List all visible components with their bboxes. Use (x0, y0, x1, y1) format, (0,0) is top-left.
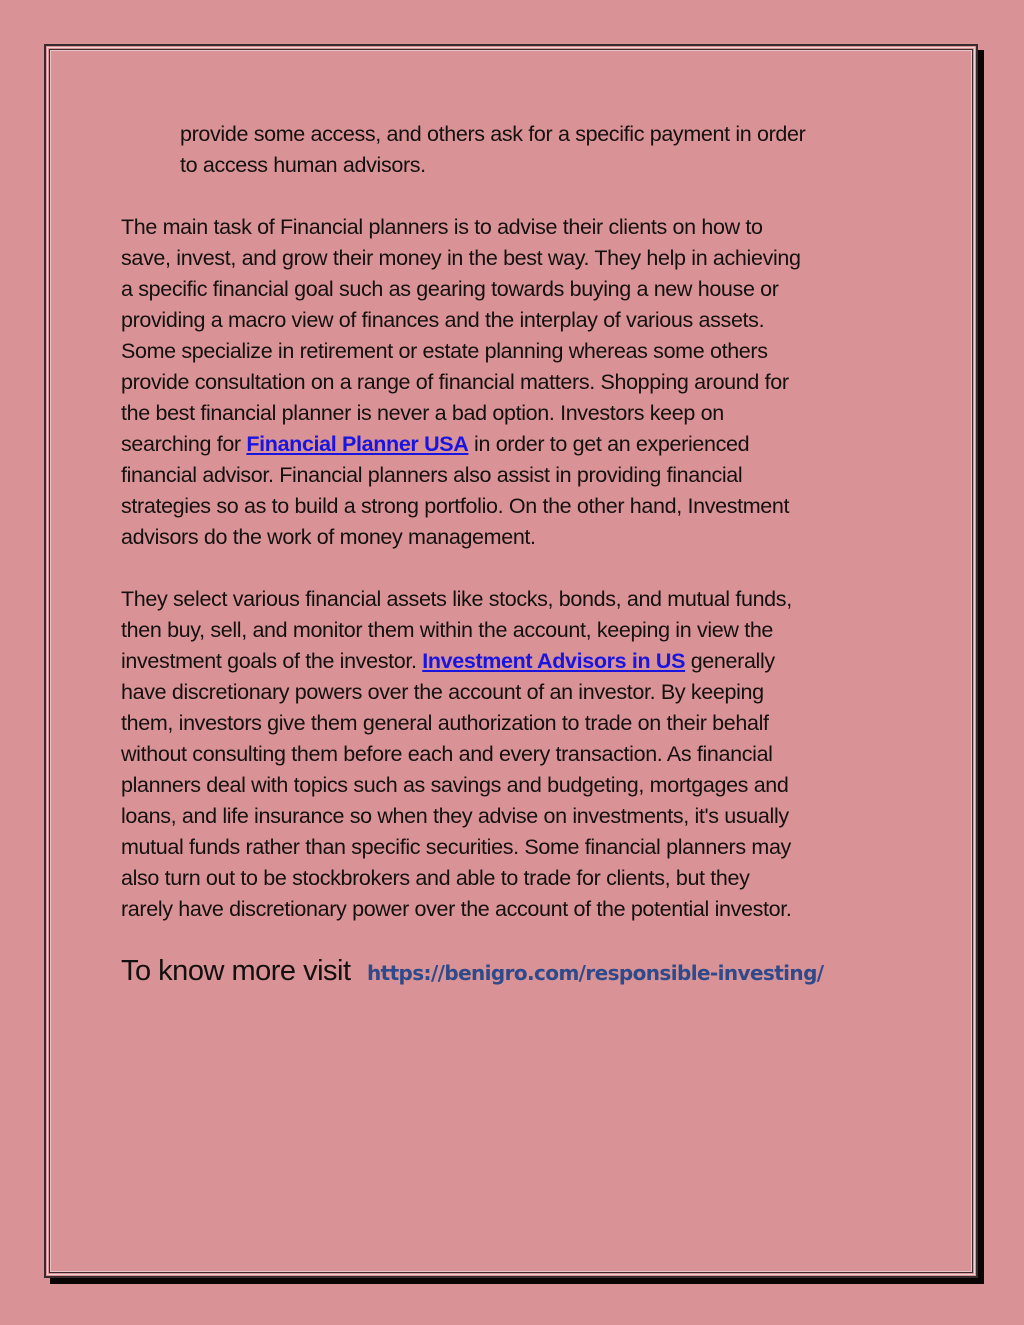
text-line: planners deal with topics such as savings and budgeting, mortgages and (121, 773, 789, 797)
text-line: then buy, sell, and monitor them within the account, keeping in view the (121, 618, 774, 642)
text-line: providing a macro view of finances and the interplay of various assets. (121, 308, 765, 332)
text-line: also turn out to be stockbrokers and able to trade for clients, but they (121, 866, 750, 890)
text-line: to access human advisors. (180, 153, 426, 177)
text-line: provide consultation on a range of financial matters. Shopping around for (121, 370, 789, 394)
paragraph-investment-advisors (121, 584, 911, 925)
link-suffix: in order to get an experienced (468, 432, 750, 456)
link-prefix: investment goals of the investor. (121, 649, 423, 673)
text-line: mutual funds rather than specific securities. Some financial planners may (121, 835, 791, 859)
visit-label: To know more visit (121, 955, 351, 987)
text-line: strategies so as to build a strong portfolio. On the other hand, Investment (121, 494, 790, 518)
benigro-url-link[interactable]: https://benigro.com/responsible-investing/ (366, 961, 824, 985)
text-line: without consulting them before each and every transaction. As financial (121, 742, 773, 766)
text-line: save, invest, and grow their money in the best way. They help in achieving (121, 246, 801, 270)
text-line: them, investors give them general authorization to trade on their behalf (121, 711, 769, 735)
investment-advisors-in-us-link[interactable]: Investment Advisors in US (422, 649, 686, 673)
text-line: The main task of Financial planners is to advise their clients on how to (121, 215, 763, 239)
text-line: the best financial planner is never a bad option. Investors keep on (121, 401, 724, 425)
text-line: loans, and life insurance so when they advise on investments, it's usually (121, 804, 789, 828)
paragraph-financial-planners (121, 212, 911, 553)
financial-planner-usa-link[interactable]: Financial Planner USA (246, 432, 469, 456)
text-line: rarely have discretionary power over the account of the potential investor. (121, 897, 792, 921)
text-line: They select various financial assets like stocks, bonds, and mutual funds, (121, 587, 792, 611)
text-line: Some specialize in retirement or estate planning whereas some others (121, 339, 768, 363)
text-line-with-link (121, 646, 911, 677)
visit-line (121, 955, 824, 988)
paragraph-continuation (180, 119, 970, 181)
text-line: have discretionary powers over the account of an investor. By keeping (121, 680, 764, 704)
text-line: advisors do the work of money management. (121, 525, 536, 549)
text-line-with-link (121, 429, 911, 460)
text-line: a specific financial goal such as gearing towards buying a new house or (121, 277, 779, 301)
text-line: provide some access, and others ask for a specific payment in order (180, 122, 806, 146)
text-line: financial advisor. Financial planners also assist in providing financial (121, 463, 743, 487)
link-prefix: searching for (121, 432, 247, 456)
link-suffix: generally (685, 649, 775, 673)
